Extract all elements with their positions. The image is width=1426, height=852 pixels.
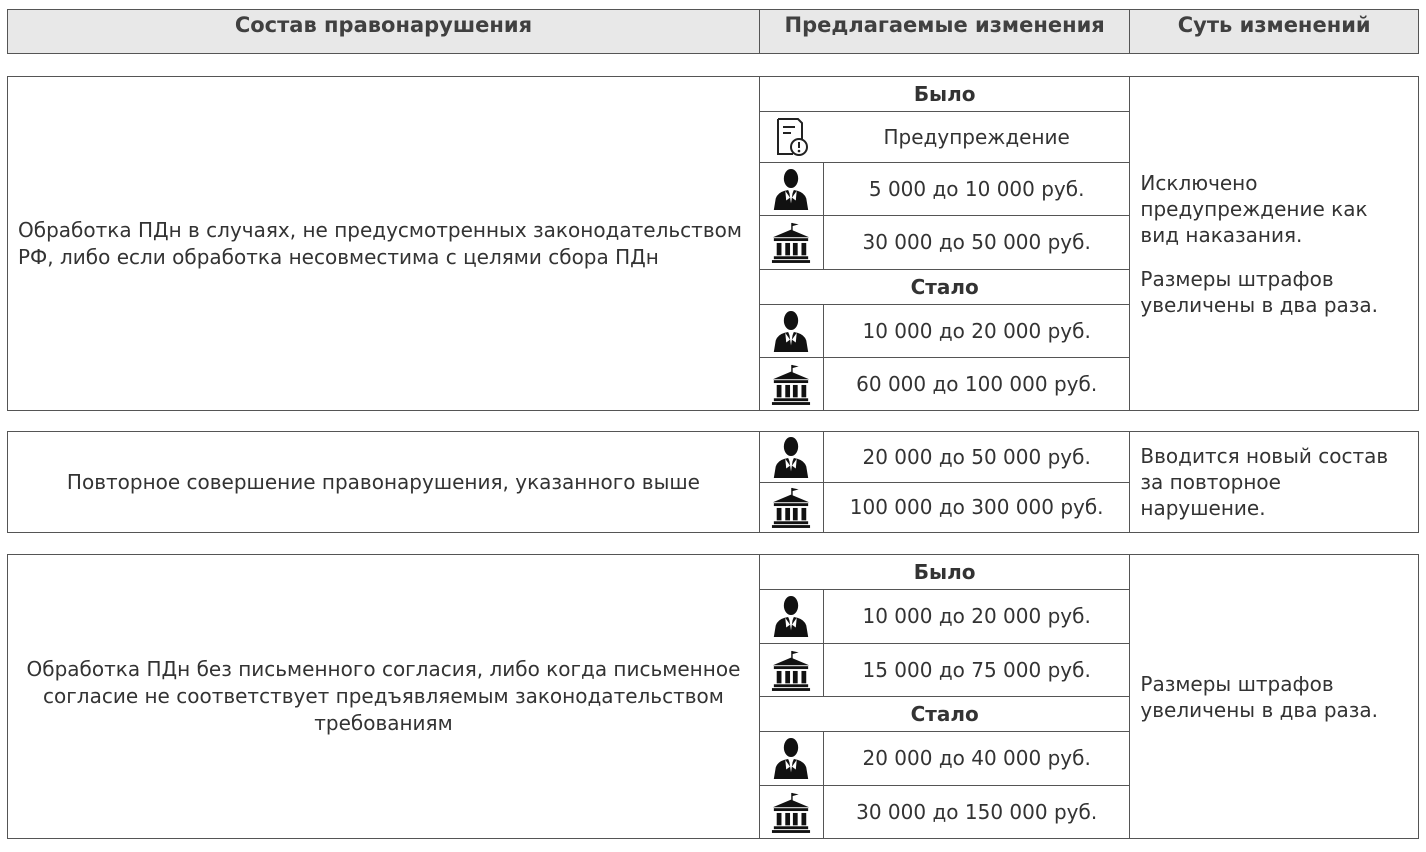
penalty-row: [760, 786, 1129, 838]
government-building-icon: [760, 786, 824, 838]
penalty-amount: 15 000 до 75 000 руб.: [862, 657, 1091, 682]
penalty-changes: [760, 432, 1130, 532]
header-offense: Состав правонарушения: [8, 10, 760, 53]
was-label: Было: [760, 555, 1129, 590]
government-building-icon: [760, 644, 824, 696]
header-summary: Суть изменений: [1177, 13, 1371, 37]
warning-document-icon: [760, 112, 824, 162]
penalty-amount: 60 000 до 100 000 руб.: [856, 371, 1098, 396]
offense-block-3: [7, 554, 1419, 839]
table-header: [7, 9, 1419, 54]
penalty-amount: 30 000 до 150 000 руб.: [856, 799, 1098, 824]
summary-text: Размеры штрафов увеличены в два раза.: [1140, 266, 1379, 317]
offense-description: Повторное совершение правонарушения, указанного выше: [8, 432, 760, 532]
penalty-amount: Предупреждение: [883, 125, 1070, 150]
change-summary: [1130, 77, 1418, 410]
was-label: Было: [760, 77, 1129, 112]
penalty-amount: 10 000 до 20 000 руб.: [862, 604, 1091, 629]
penalty-row: [760, 163, 1129, 216]
penalty-row: [760, 305, 1129, 358]
penalty-amount: 5 000 до 10 000 руб.: [868, 177, 1085, 202]
government-building-icon: [760, 483, 824, 533]
person-silhouette-icon: [760, 163, 824, 215]
now-label: Стало: [760, 270, 1129, 305]
penalty-row: [760, 644, 1129, 697]
change-summary: [1130, 432, 1418, 532]
person-silhouette-icon: [760, 432, 824, 482]
summary-text: Вводится новый состав за повторное нарушение.: [1140, 444, 1389, 520]
offense-description: Обработка ПДн в случаях, не предусмотренных законодательством РФ, либо если обработка несовместима с целями сбора ПДн: [8, 77, 760, 410]
now-label: Стало: [760, 697, 1129, 732]
offense-description: Обработка ПДн без письменного согласия, либо когда письменное согласие не соответствует предъявляемым законодательством требованиям: [8, 555, 760, 838]
penalty-amount: 100 000 до 300 000 руб.: [849, 495, 1104, 520]
penalty-amount: 10 000 до 20 000 руб.: [862, 318, 1091, 343]
change-summary: [1130, 555, 1418, 838]
penalty-row: [760, 732, 1129, 785]
penalty-row: [760, 483, 1129, 533]
government-building-icon: [760, 358, 824, 410]
penalty-row: [760, 112, 1129, 163]
summary-text: Размеры штрафов увеличены в два раза.: [1140, 671, 1379, 722]
header-changes: Предлагаемые изменения: [760, 10, 1130, 53]
penalty-amount: 30 000 до 50 000 руб.: [862, 230, 1091, 255]
person-silhouette-icon: [760, 305, 824, 357]
penalty-changes: [760, 77, 1130, 410]
government-building-icon: [760, 216, 824, 268]
penalty-row: [760, 432, 1129, 483]
person-silhouette-icon: [760, 732, 824, 784]
offense-block-2: [7, 431, 1419, 533]
penalty-changes: [760, 555, 1130, 838]
person-silhouette-icon: [760, 590, 824, 642]
penalty-row: [760, 358, 1129, 410]
penalty-row: [760, 216, 1129, 269]
penalty-row: [760, 590, 1129, 643]
summary-text: Исключено предупреждение как вид наказания.: [1140, 170, 1368, 247]
penalty-amount: 20 000 до 40 000 руб.: [862, 746, 1091, 771]
penalty-amount: 20 000 до 50 000 руб.: [862, 444, 1091, 469]
offense-block-1: [7, 76, 1419, 411]
